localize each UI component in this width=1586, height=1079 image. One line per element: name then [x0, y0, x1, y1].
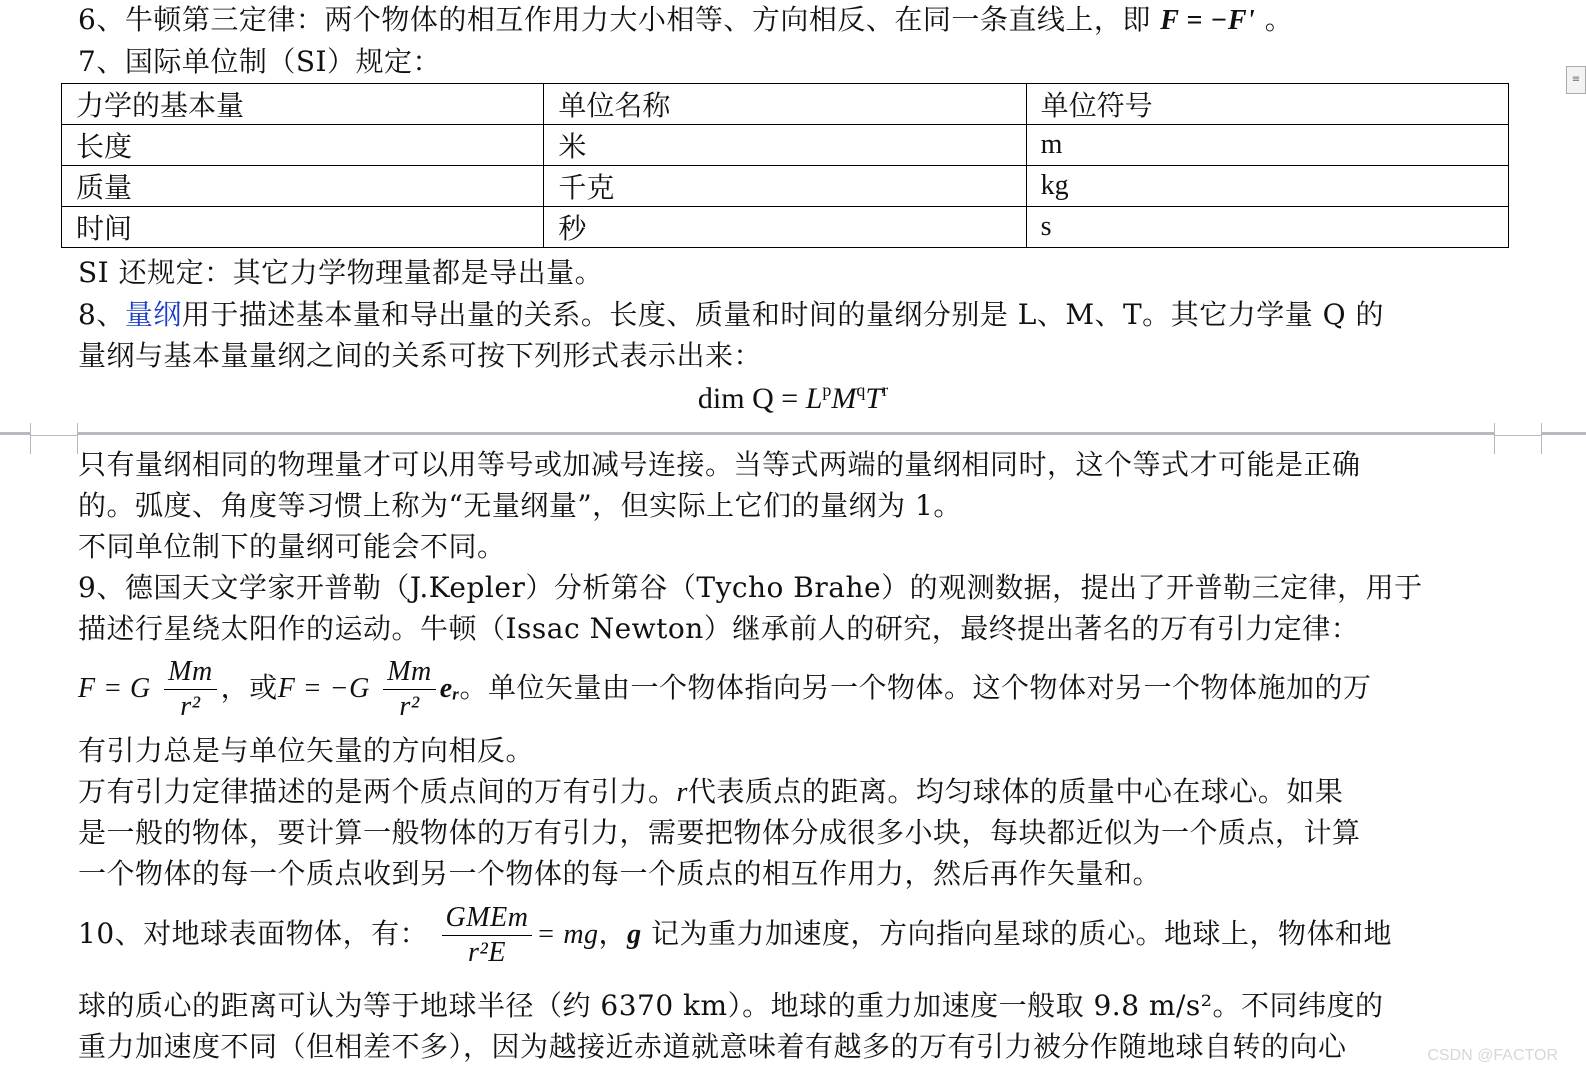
p10-rest: 记为重力加速度，方向指向星球的质心。地球上，物体和地 [641, 917, 1392, 950]
dim-r: r [882, 380, 889, 400]
unit-vector: eᵣ [439, 673, 460, 704]
paragraph-line: 一个物体的每一个质点收到另一个物体的每一个质点的相互作用力，然后再作矢量和。 [78, 857, 1162, 890]
table-cell: 千克 [544, 166, 1026, 207]
newton-third-law-formula: F = −F' [1160, 5, 1256, 36]
dim-p: p [822, 380, 832, 400]
paragraph-line: 有引力总是与单位矢量的方向相反。 [78, 734, 535, 767]
grav-F2: F = −G [277, 673, 370, 704]
grav-F1: F = G [78, 673, 151, 704]
table-cell: 秒 [544, 207, 1026, 248]
paragraph-line: 重力加速度不同（但相差不多），因为越接近赤道就意味着有越多的万有引力被分作随地球自转的向心 [78, 1030, 1347, 1063]
table-cell: 质量 [62, 166, 544, 207]
si-units-table [61, 83, 1509, 248]
dim-q: q [856, 380, 866, 400]
margin-corner-mark [1494, 435, 1542, 454]
table-cell: s [1026, 207, 1508, 248]
paragraph-8 [78, 295, 1384, 335]
paragraph-6 [78, 0, 1293, 41]
sg-numerator: GMEm [442, 901, 533, 936]
line6-suffix: 。 [1264, 3, 1294, 36]
var-g: g [627, 919, 642, 950]
dimension-equation [0, 380, 1586, 416]
paragraph-line: 是一般的物体，要计算一般物体的万有引力，需要把物体分成很多小块，每块都近似为一个质点，计算 [78, 816, 1361, 849]
surface-gravity-fraction [442, 901, 533, 970]
page-separator [0, 432, 1586, 435]
paragraph-line: 描述行星绕太阳作的运动。牛顿（Issac Newton）继承前人的研究，最终提出著名的万有引力定律： [78, 612, 1360, 645]
grav-fraction [164, 655, 217, 724]
table-cell: m [1026, 125, 1508, 166]
paragraph-9: 9、德国天文学家开普勒（J.Kepler）分析第谷（Tycho Brahe）的观测数据，提出了开普勒三定律，用于 [78, 571, 1423, 604]
text-segment: 代表质点的距离。均匀球体的质量中心在球心。如果 [687, 775, 1344, 808]
dim-L: L [805, 382, 823, 415]
paragraph-10 [78, 896, 1392, 973]
table-cell: 长度 [62, 125, 544, 166]
dim-M: M [831, 382, 857, 415]
paragraph-line: 的。弧度、角度等习惯上称为“无量纲量”，但实际上它们的量纲为 1。 [78, 489, 962, 522]
line8-text: 用于描述基本量和导出量的关系。长度、质量和时间的量纲分别是 L、M、T。其它力学量 Q 的 [181, 298, 1384, 331]
grav-denominator: r² [399, 691, 420, 722]
sg-sep: ， [598, 917, 628, 950]
table-row [62, 166, 1509, 207]
table-cell: 米 [544, 125, 1026, 166]
si-note: SI 还规定：其它力学物理量都是导出量。 [78, 256, 604, 289]
table-header-row [62, 84, 1509, 125]
dim-T: T [865, 382, 883, 415]
grav-comma: ， [220, 671, 250, 704]
dimension-link[interactable]: 量纲 [124, 298, 182, 331]
paragraph-line: 不同单位制下的量纲可能会不同。 [78, 530, 506, 563]
table-row [62, 125, 1509, 166]
paragraph-line: 只有量纲相同的物理量才可以用等号或加减号连接。当等式两端的量纲相同时，这个等式才可能是正确 [78, 448, 1361, 481]
grav-or: 或 [249, 671, 278, 704]
table-header-cell: 单位名称 [544, 84, 1026, 125]
line6-text: 6、牛顿第三定律：两个物体的相互作用力大小相等、方向相反、在同一条直线上，即 [78, 3, 1151, 36]
grav-denominator: r² [180, 691, 201, 722]
sg-eq: = mg [536, 919, 599, 950]
scrollbar-button[interactable]: ≡ [1566, 66, 1586, 94]
table-cell: kg [1026, 166, 1508, 207]
dim-eq-lhs: dim Q = [697, 382, 806, 415]
grav-numerator: Mm [164, 655, 217, 690]
paragraph-line: 球的质心的距离可认为等于地球半径（约 6370 km）。地球的重力加速度一般取 9.8 m/s²。不同纬度的 [78, 989, 1384, 1022]
paragraph-line [78, 772, 1343, 813]
paragraph-7: 7、国际单位制（SI）规定： [78, 45, 442, 78]
watermark: CSDN @FACTOR [1427, 1047, 1558, 1064]
gravitation-formula-line [78, 650, 1372, 727]
paragraph-8-continued: 量纲与基本量量纲之间的关系可按下列形式表示出来： [78, 339, 763, 372]
text-segment: 万有引力定律描述的是两个质点间的万有引力。 [78, 775, 677, 808]
grav-fraction [383, 655, 436, 724]
p10-prefix: 10、对地球表面物体，有： [78, 917, 429, 950]
table-header-cell: 单位符号 [1026, 84, 1508, 125]
sg-denominator: r²E [468, 937, 506, 968]
grav-numerator: Mm [383, 655, 436, 690]
line8-number: 8、 [78, 298, 125, 331]
table-header-cell: 力学的基本量 [62, 84, 544, 125]
margin-corner-mark [30, 435, 78, 454]
var-r: r [676, 777, 688, 808]
table-cell: 时间 [62, 207, 544, 248]
table-row [62, 207, 1509, 248]
grav-text: 。单位矢量由一个物体指向另一个物体。这个物体对另一个物体施加的万 [459, 671, 1372, 704]
